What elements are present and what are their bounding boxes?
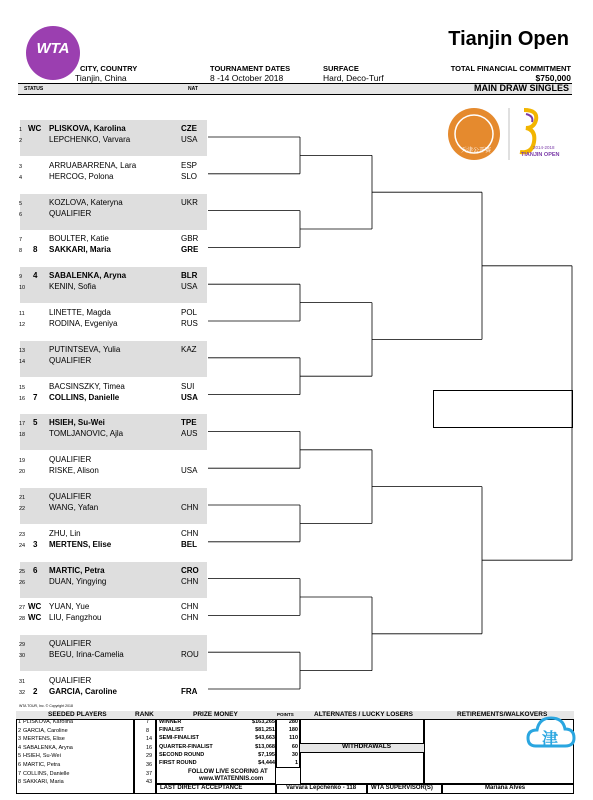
nat-column-header: NAT: [188, 86, 198, 92]
player-nat: SUI: [181, 381, 195, 391]
player-nat: AUS: [181, 429, 198, 439]
prize-points: 110: [289, 735, 298, 742]
seed-name: MERTENS, Elise: [23, 736, 65, 743]
player-nat: CHN: [181, 576, 199, 586]
city-label: CITY, COUNTRY: [80, 64, 138, 73]
draw-position: 27: [19, 605, 26, 612]
player-name: DUAN, Yingying: [49, 576, 107, 586]
seed-name: SAKKARI, Maria: [23, 779, 64, 786]
seed-number: 6: [33, 565, 38, 575]
player-name: RODINA, Evgeniya: [49, 319, 118, 328]
seed-rank: 37: [146, 770, 153, 777]
draw-position: 30: [19, 653, 26, 660]
draw-position: 28: [19, 616, 26, 623]
draw-position: 18: [19, 432, 26, 439]
draw-position: 19: [19, 458, 26, 465]
rank-header: RANK: [135, 711, 154, 718]
player-name: QUALIFIER: [49, 455, 92, 465]
seed-number: 2: [33, 687, 38, 696]
seed-number: 8: [33, 245, 38, 255]
surface-label: SURFACE: [323, 64, 359, 73]
player-nat: CHN: [181, 528, 199, 538]
draw-position: 23: [19, 531, 26, 538]
prize-money: $43,663: [255, 735, 275, 742]
player-name: HSIEH, Su-Wei: [49, 418, 105, 428]
draw-title: MAIN DRAW SINGLES: [473, 83, 569, 93]
player-name: KENIN, Sofia: [49, 282, 97, 292]
dates-value: 8 -14 October 2018: [210, 73, 284, 83]
player-name: SAKKARI, Maria: [49, 245, 111, 255]
prize-round: WINNER: [159, 719, 182, 725]
player-name: LIU, Fangzhou: [49, 613, 102, 623]
player-name: PUTINTSEVA, Yulia: [49, 344, 121, 354]
seed-n: 8: [18, 779, 22, 786]
draw-position: 22: [19, 506, 26, 512]
seed-n: 7: [18, 770, 22, 777]
player-name: SABALENKA, Aryna: [49, 271, 127, 281]
player-name: MARTIC, Petra: [49, 565, 105, 575]
draw-position: 4: [19, 174, 23, 181]
seed-n: 5: [18, 753, 22, 760]
player-nat: KAZ: [181, 344, 197, 354]
points-header: POINTS: [277, 712, 294, 717]
seed-rank: 43: [146, 779, 153, 786]
seed-number: 7: [33, 392, 38, 402]
page-title: Tianjin Open: [448, 28, 569, 50]
draw-position: 7: [19, 237, 23, 244]
draw-position: 25: [19, 568, 26, 575]
player-name: QUALIFIER: [49, 676, 92, 685]
seed-name: PLISKOVA, Karolina: [23, 719, 74, 725]
player-nat: TPE: [181, 418, 197, 428]
seed-name: COLLINS, Danielle: [23, 770, 70, 777]
draw-position: 20: [19, 469, 26, 476]
player-nat: CHN: [181, 503, 199, 512]
draw-position: 26: [19, 579, 26, 586]
seed-number: 4: [33, 271, 38, 281]
draw-position: 21: [19, 495, 26, 501]
player-name: LINETTE, Magda: [49, 308, 111, 317]
draw-position: 32: [19, 690, 26, 696]
prize-points: 180: [288, 727, 298, 734]
prize-money: $4,444: [258, 760, 275, 766]
player-nat: FRA: [181, 687, 198, 696]
player-name: LEPCHENKO, Varvara: [49, 135, 131, 144]
player-name: ARRUABARRENA, Lara: [49, 160, 137, 170]
player-nat: SLO: [181, 171, 198, 181]
seed-n: 6: [18, 762, 22, 768]
entry-status: WC: [28, 124, 42, 133]
rank-box: [134, 711, 156, 794]
draw-position: 14: [19, 358, 26, 365]
seed-name: SABALENKA, Aryna: [23, 744, 73, 751]
prize-money: $163,265: [252, 719, 275, 725]
seed-n: 3: [18, 736, 22, 743]
player-nat: GBR: [181, 234, 199, 244]
seeded-players-header: SEEDED PLAYERS: [48, 711, 107, 718]
player-nat: USA: [181, 135, 198, 144]
player-nat: ROU: [181, 650, 199, 660]
player-name: ZHU, Lin: [49, 528, 81, 538]
player-name: YUAN, Yue: [49, 602, 90, 612]
prize-money-header: PRIZE MONEY: [193, 711, 238, 718]
prize-points: 1: [294, 760, 298, 766]
draw-position: 3: [19, 163, 23, 170]
supervisor-value: Mariana Alves: [485, 785, 526, 791]
player-nat: BEL: [181, 539, 197, 549]
sponsor-name: TIANJIN OPEN: [521, 152, 560, 158]
draw-position: 5: [19, 200, 23, 207]
city-value: Tianjin, China: [75, 73, 127, 83]
player-name: QUALIFIER: [49, 355, 92, 365]
draw-position: 9: [19, 274, 23, 281]
player-name: BOULTER, Katie: [49, 234, 109, 244]
svg-text:津: 津: [542, 729, 559, 748]
alternates-header: ALTERNATES / LUCKY LOSERS: [314, 711, 413, 718]
player-nat: CZE: [181, 124, 197, 133]
retirements-header: RETIREMENTS/WALKOVERS: [457, 711, 548, 718]
draw-position: 11: [19, 311, 25, 317]
player-nat: CRO: [181, 565, 199, 575]
seed-n: 1: [18, 719, 22, 725]
follow-url[interactable]: www.WTATENNIS.com: [199, 776, 264, 782]
player-nat: USA: [181, 282, 198, 292]
lda-label: LAST DIRECT ACCEPTANCE: [160, 785, 243, 791]
player-name: WANG, Yafan: [49, 503, 99, 512]
draw-position: 29: [19, 642, 26, 649]
commitment-value: $750,000: [535, 73, 571, 83]
prize-round: SECOND ROUND: [159, 751, 205, 758]
seed-rank: 36: [146, 762, 153, 768]
follow-text: FOLLOW LIVE SCORING AT: [188, 769, 268, 775]
draw-position: 31: [19, 679, 26, 685]
draw-position: 8: [19, 248, 23, 255]
player-name: QUALIFIER: [49, 492, 92, 501]
copyright: WTA TOUR, Inc. © Copyright 2018: [19, 704, 73, 708]
player-name: BEGU, Irina-Camelia: [49, 650, 124, 660]
draw-position: 2: [19, 138, 23, 144]
seed-n: 2: [18, 727, 22, 734]
seed-number: 5: [33, 418, 38, 428]
player-name: RISKE, Alison: [49, 466, 99, 476]
seed-rank: 14: [146, 736, 153, 743]
player-name: GARCIA, Caroline: [49, 687, 118, 696]
withdrawals-header: WITHDRAWALS: [342, 743, 392, 750]
draw-position: 12: [19, 322, 26, 328]
player-nat: BLR: [181, 271, 198, 281]
cloud-watermark-icon: [526, 712, 576, 762]
prize-points: 30: [291, 751, 298, 758]
seed-name: MARTIC, Petra: [23, 762, 61, 768]
prize-money: $81,251: [255, 727, 275, 734]
prize-points: 60: [291, 743, 298, 750]
draw-position: 1: [19, 127, 23, 133]
seal-text: 天津公开赛: [461, 148, 492, 154]
prize-money: $13,068: [255, 743, 275, 750]
seed-name: HSIEH, Su-Wei: [23, 753, 61, 760]
seed-rank: 7: [146, 719, 150, 725]
player-name: MERTENS, Elise: [49, 539, 112, 549]
seed-rank: 29: [146, 753, 153, 760]
seed-number: 3: [33, 539, 38, 549]
player-nat: POL: [181, 308, 198, 317]
prize-round: QUARTER-FINALIST: [159, 743, 213, 750]
draw-position: 13: [19, 347, 26, 354]
prize-round: SEMI-FINALIST: [159, 735, 200, 742]
seed-name: GARCIA, Caroline: [23, 727, 68, 734]
player-name: QUALIFIER: [49, 639, 92, 649]
player-name: KOZLOVA, Kateryna: [49, 197, 123, 207]
winner-box: [433, 390, 573, 428]
player-name: QUALIFIER: [49, 208, 92, 218]
player-nat: GRE: [181, 245, 199, 255]
prize-round: FINALIST: [159, 727, 184, 734]
player-name: PLISKOVA, Karolina: [49, 124, 126, 133]
player-name: BACSINSZKY, Timea: [49, 381, 125, 391]
wta-logo-text: WTA: [36, 40, 70, 57]
player-nat: CHN: [181, 613, 199, 623]
player-nat: ESP: [181, 160, 198, 170]
seed-rank: 16: [146, 744, 153, 751]
commitment-label: TOTAL FINANCIAL COMMITMENT: [450, 64, 571, 73]
supervisor-label: WTA SUPERVISOR(S): [371, 785, 433, 791]
prize-points: 280: [288, 719, 298, 725]
player-name: COLLINS, Danielle: [49, 392, 120, 402]
draw-position: 16: [19, 395, 26, 402]
seed-rank: 8: [146, 727, 150, 734]
seed-n: 4: [18, 744, 22, 751]
player-nat: UKR: [181, 197, 198, 207]
prize-money: $7,195: [258, 751, 275, 758]
lda-value: Varvara Lepchenko - 118: [286, 785, 357, 791]
draw-position: 17: [19, 421, 26, 428]
draw-position: 15: [19, 384, 26, 391]
sponsor-years: 2014-2018: [533, 145, 555, 150]
status-column-header: STATUS: [24, 86, 44, 92]
player-nat: USA: [181, 392, 198, 402]
player-name: TOMLJANOVIC, Ajla: [49, 429, 124, 439]
entry-status: WC: [28, 602, 42, 612]
player-nat: CHN: [181, 602, 199, 612]
draw-position: 24: [19, 542, 26, 549]
entry-status: WC: [28, 613, 42, 623]
draw-position: 10: [19, 285, 26, 292]
dates-label: TOURNAMENT DATES: [210, 64, 291, 73]
prize-round: FIRST ROUND: [159, 760, 197, 766]
player-nat: RUS: [181, 319, 198, 328]
player-name: HERCOG, Polona: [49, 171, 114, 181]
surface-value: Hard, Deco-Turf: [323, 73, 384, 83]
player-nat: USA: [181, 466, 198, 476]
draw-position: 6: [19, 211, 23, 218]
